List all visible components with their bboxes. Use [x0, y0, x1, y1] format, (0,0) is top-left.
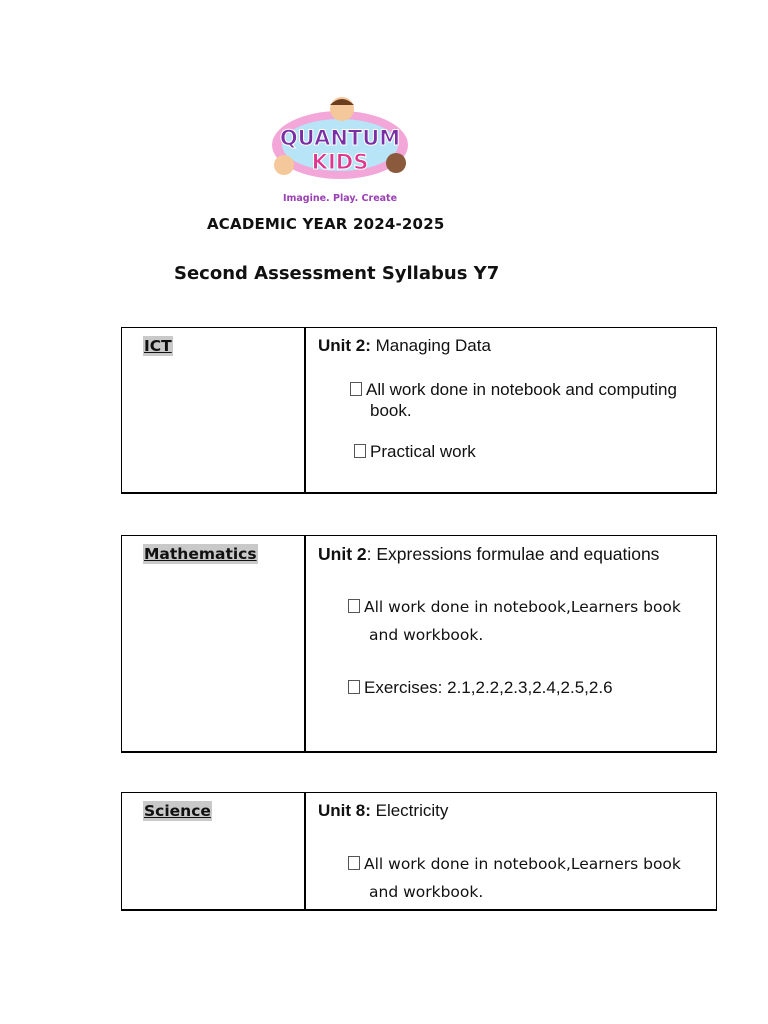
unit-heading: Unit 8: Electricity [318, 801, 449, 820]
subject-cell [122, 536, 306, 751]
missing-glyph-box-icon [348, 680, 360, 694]
bullet-item: Exercises: 2.1,2.2,2.3,2.4,2.5,2.6 [348, 677, 613, 698]
bullet-item-continuation: book. [370, 401, 412, 420]
missing-glyph-box-icon [348, 856, 360, 870]
content-cell [306, 793, 716, 909]
page-title: Second Assessment Syllabus Y7 [174, 263, 500, 284]
subject-label: Science [144, 802, 211, 820]
bullet-item: All work done in notebook,Learners book [348, 850, 681, 878]
bullet-item-continuation: and workbook. [369, 883, 484, 901]
subject-cell [122, 328, 306, 492]
missing-glyph-box-icon [354, 444, 366, 458]
svg-text:QUANTUM: QUANTUM [279, 126, 401, 150]
subject-table-ict [121, 327, 717, 494]
quantum-kids-logo [264, 95, 416, 207]
subject-cell [122, 793, 306, 909]
missing-glyph-box-icon [350, 382, 362, 396]
missing-glyph-box-icon [348, 599, 360, 613]
svg-text:KIDS: KIDS [311, 150, 369, 174]
unit-heading: Unit 2: Expressions formulae and equations [318, 544, 660, 564]
bullet-item-continuation: and workbook. [369, 626, 484, 644]
bullet-item: All work done in notebook,Learners book [348, 593, 681, 621]
content-cell [306, 536, 716, 751]
svg-text:Imagine. Play. Create: Imagine. Play. Create [282, 193, 398, 204]
subject-table-mathematics [121, 535, 717, 753]
bullet-item: Practical work [354, 441, 476, 462]
subject-label: Mathematics [144, 545, 257, 563]
academic-year: ACADEMIC YEAR 2024-2025 [207, 215, 445, 233]
unit-heading: Unit 2: Managing Data [318, 336, 491, 355]
subject-label: ICT [144, 337, 172, 355]
content-cell [306, 328, 716, 492]
bullet-item: All work done in notebook and computing [350, 379, 677, 400]
subject-table-science [121, 792, 717, 911]
